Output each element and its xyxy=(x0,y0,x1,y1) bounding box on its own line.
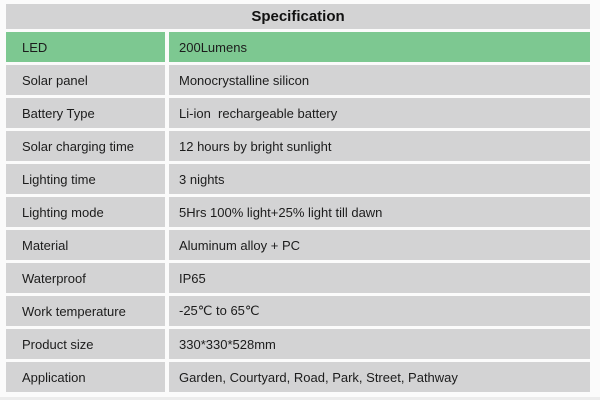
spec-label: Lighting mode xyxy=(6,197,165,227)
table-row xyxy=(6,197,590,227)
spec-value: Monocrystalline silicon xyxy=(169,65,590,95)
spec-value: IP65 xyxy=(169,263,590,293)
table-row xyxy=(6,131,590,161)
spec-value: Li-ion rechargeable battery xyxy=(169,98,590,128)
spec-label: Solar charging time xyxy=(6,131,165,161)
spec-label: Work temperature xyxy=(6,296,165,326)
spec-label: Battery Type xyxy=(6,98,165,128)
spec-value: -25℃ to 65℃ xyxy=(169,296,590,326)
spec-value: 330*330*528mm xyxy=(169,329,590,359)
table-row xyxy=(6,329,590,359)
spec-value: 200Lumens xyxy=(169,32,590,62)
spec-label: Material xyxy=(6,230,165,260)
spec-label: Waterproof xyxy=(6,263,165,293)
spec-value: 3 nights xyxy=(169,164,590,194)
spec-value: Garden, Courtyard, Road, Park, Street, Pathway xyxy=(169,362,590,392)
table-row xyxy=(6,230,590,260)
spec-value: Aluminum alloy + PC xyxy=(169,230,590,260)
spec-value: 12 hours by bright sunlight xyxy=(169,131,590,161)
table-row xyxy=(6,98,590,128)
spec-label: LED xyxy=(6,32,165,62)
table-title: Specification xyxy=(6,4,590,29)
table-row xyxy=(6,263,590,293)
spec-label: Application xyxy=(6,362,165,392)
table-row xyxy=(6,164,590,194)
table-row xyxy=(6,32,590,62)
table-row xyxy=(6,65,590,95)
table-row xyxy=(6,296,590,326)
specification-table xyxy=(6,4,590,392)
table-row xyxy=(6,362,590,392)
spec-label: Product size xyxy=(6,329,165,359)
spec-label: Solar panel xyxy=(6,65,165,95)
spec-label: Lighting time xyxy=(6,164,165,194)
spec-value: 5Hrs 100% light+25% light till dawn xyxy=(169,197,590,227)
